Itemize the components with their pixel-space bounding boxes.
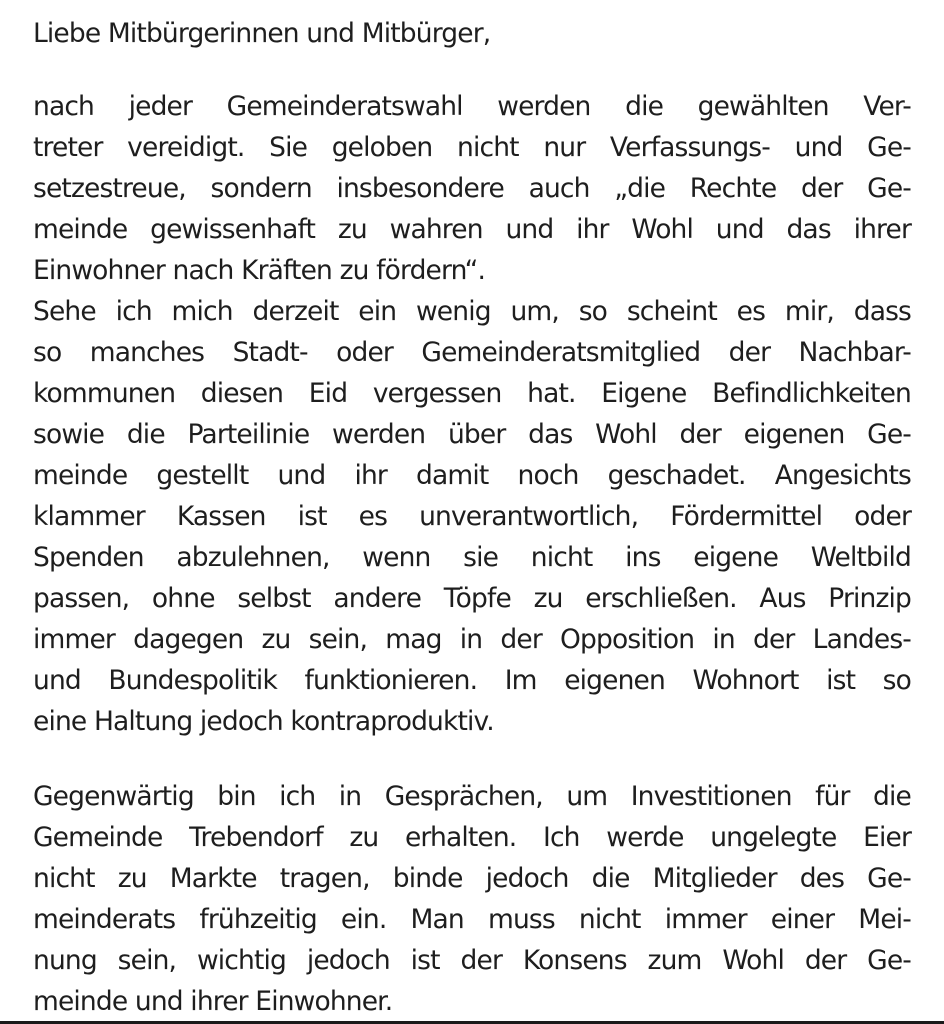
paragraph-2-line: immer dagegen zu sein, mag in der Opposition in der Landes-	[33, 624, 911, 655]
paragraph-3-line: meinde und ihrer Einwohner.	[33, 986, 393, 1017]
paragraph-1-line: Einwohner nach Kräften zu fördern“.	[33, 255, 486, 286]
paragraph-2-line: sowie die Parteilinie werden über das Wohl der eigenen Ge-	[33, 419, 911, 450]
paragraph-3-line: nicht zu Markte tragen, binde jedoch die Mitglieder des Ge-	[33, 863, 911, 894]
paragraph-2-line: und Bundespolitik funktionieren. Im eigenen Wohnort ist so	[33, 665, 911, 696]
paragraph-1-line: setzestreue, sondern insbesondere auch „die Rechte der Ge-	[33, 173, 911, 204]
paragraph-2-line: klammer Kassen ist es unverantwortlich, Fördermittel oder	[33, 501, 911, 532]
paragraph-2-line: Spenden abzulehnen, wenn sie nicht ins eigene Weltbild	[33, 542, 911, 573]
paragraph-1-line: treter vereidigt. Sie geloben nicht nur Verfassungs- und Ge-	[33, 132, 911, 163]
salutation: Liebe Mitbürgerinnen und Mitbürger,	[33, 18, 491, 49]
paragraph-2-line: Sehe ich mich derzeit ein wenig um, so scheint es mir, dass	[33, 296, 911, 327]
paragraph-2-line: kommunen diesen Eid vergessen hat. Eigene Befindlichkeiten	[33, 378, 911, 409]
paragraph-3-line: meinderats frühzeitig ein. Man muss nicht immer einer Mei-	[33, 904, 911, 935]
paragraph-1-line: meinde gewissenhaft zu wahren und ihr Wohl und das ihrer	[33, 214, 911, 245]
paragraph-2-line: passen, ohne selbst andere Töpfe zu erschließen. Aus Prinzip	[33, 583, 911, 614]
paragraph-2-line: eine Haltung jedoch kontraproduktiv.	[33, 706, 494, 737]
paragraph-2-line: meinde gestellt und ihr damit noch geschadet. Angesichts	[33, 460, 911, 491]
paragraph-3-line: nung sein, wichtig jedoch ist der Konsens zum Wohl der Ge-	[33, 945, 911, 976]
paragraph-2-line: so manches Stadt- oder Gemeinderatsmitglied der Nachbar-	[33, 337, 911, 368]
paragraph-3-line: Gemeinde Trebendorf zu erhalten. Ich werde ungelegte Eier	[33, 822, 911, 853]
paragraph-3-line: Gegenwärtig bin ich in Gesprächen, um Investitionen für die	[33, 781, 911, 812]
paragraph-1-line: nach jeder Gemeinderatswahl werden die gewählten Ver-	[33, 91, 911, 122]
